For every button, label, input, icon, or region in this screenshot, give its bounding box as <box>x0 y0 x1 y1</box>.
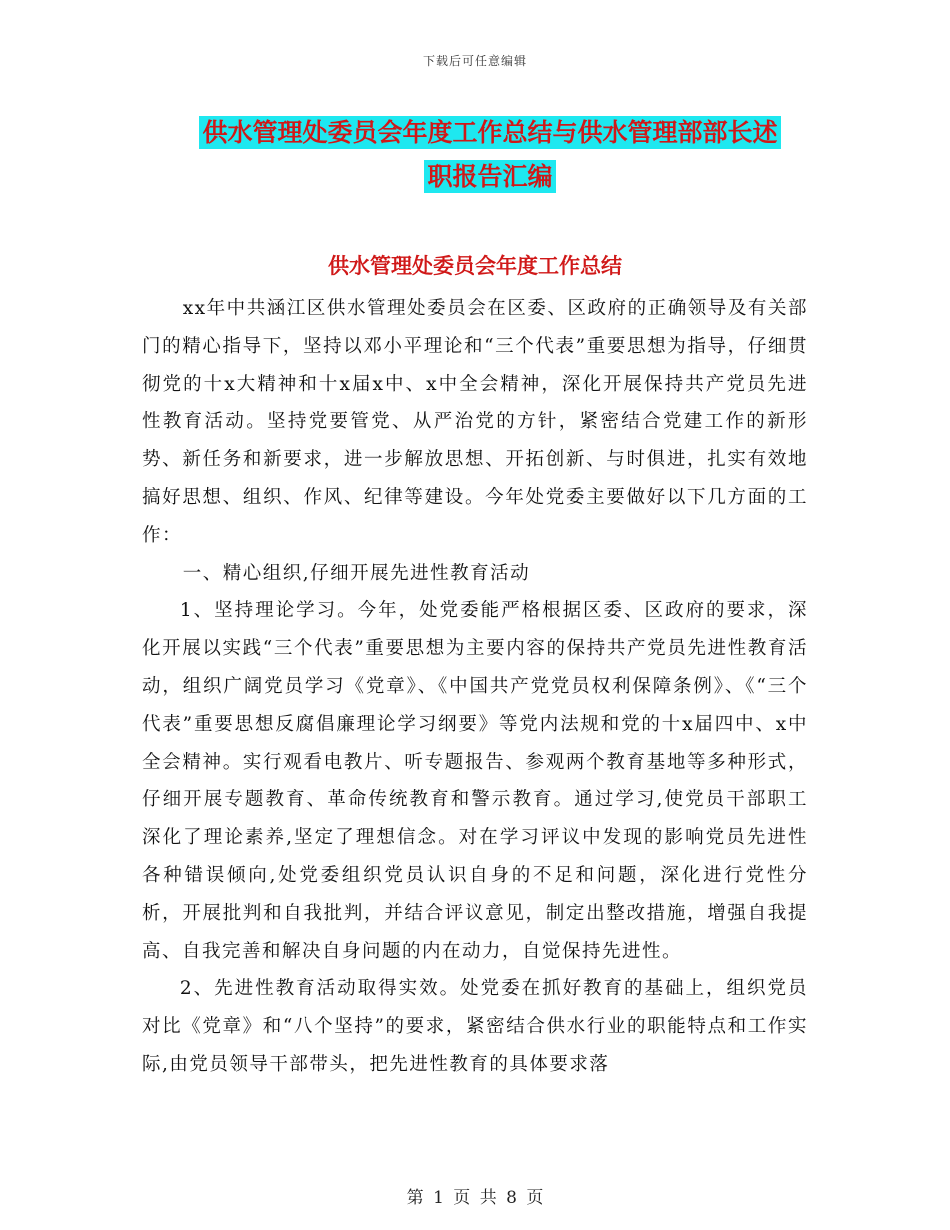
header-note: 下载后可任意编辑 <box>422 54 527 68</box>
document-title-text-2: 职报告汇编 <box>424 160 555 193</box>
page-number: 第 1 页 共 8 页 <box>406 1188 544 1208</box>
paragraph-intro: xx年中共涵江区供水管理处委员会在区委、区政府的正确领导及有关部门的精心指导下，坚持以邓小平理论和“三个代表”重要思想为指导，仔细贯彻党的十x大精神和十x届x中、x中全会精神，深化开展保持共产党员先进性教育活动。坚持党要管党、从严治党的方针，紧密结合党建工作的新形势、新任务和新要求，进一步解放思想、开拓创新、与时俱进，扎实有效地搞好思想、组织、作风、纪律等建设。今年处党委主要做好以下几方面的工作： <box>142 298 808 546</box>
paragraph-item-2: 2、先进性教育活动取得实效。处党委在抓好教育的基础上，组织党员对比《党章》和“八个坚持”的要求，紧密结合供水行业的职能特点和工作实际,由党员领导干部带头，把先进性教育的具体要求落 <box>142 978 808 1075</box>
paragraph-heading-1: 一、精心组织,仔细开展先进性教育活动 <box>182 562 531 584</box>
document-title-text-1: 供水管理处委员会年度工作总结与供水管理部部长述 <box>199 116 780 149</box>
paragraph-item-1: 1、坚持理论学习。今年，处党委能严格根据区委、区政府的要求，深化开展以实践“三个代表”重要思想为主要内容的保持共产党员先进性教育活动，组织广阔党员学习《党章》、《中国共产党党员权利保障条例》、《“三个代表”重要思想反腐倡廉理论学习纲要》等党内法规和党的十x届四中、x中全会精神。实行观看电教片、听专题报告、参观两个教育基地等多种形式，仔细开展专题教育、革命传统教育和警示教育。通过学习,使党员干部职工深化了理论素养,坚定了理想信念。对在学习评议中发现的影响党员先进性各种错误倾向,处党委组织党员认识自身的不足和问题，深化进行党性分析，开展批判和自我批判，并结合评议意见，制定出整改措施，增强自我提高、自我完善和解决自身问题的内在动力，自觉保持先进性。 <box>142 600 808 962</box>
section-title: 供水管理处委员会年度工作总结 <box>328 254 622 278</box>
document-title-line-1 <box>180 113 800 149</box>
document-title-line-2 <box>180 157 800 193</box>
document-body <box>142 290 808 1084</box>
